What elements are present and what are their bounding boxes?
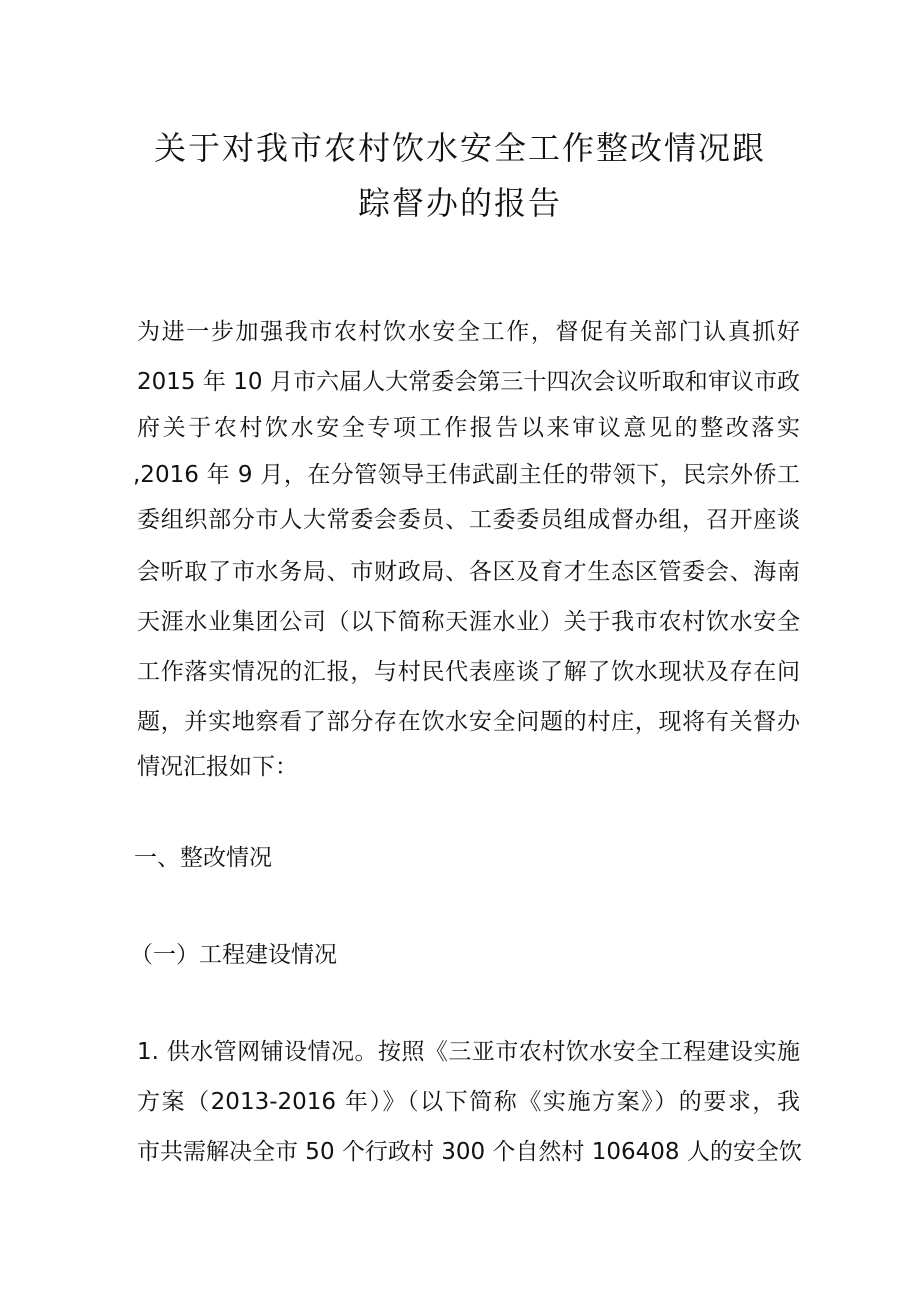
text-line: ,2016 年 9 月，在分管领导王伟武副主任的带领下，民宗外侨工 (133, 462, 800, 488)
text-line: 天涯水业集团公司（以下简称天涯水业）关于我市农村饮水安全 (137, 609, 800, 635)
title-line-1: 关于对我市农村饮水安全工作整改情况跟 (153, 129, 766, 167)
text-line: 情况汇报如下： (137, 754, 298, 780)
subsection-heading: （一）工程建设情况 (130, 942, 337, 968)
text-line: 方案（2013-2016 年）》（以下简称《实施方案》）的要求，我 (137, 1089, 800, 1115)
text-line: 题，并实地察看了部分存在饮水安全问题的村庄，现将有关督办 (137, 709, 800, 735)
text-line: 会听取了市水务局、市财政局、各区及育才生态区管委会、海南 (137, 559, 800, 585)
text-line: 为进一步加强我市农村饮水安全工作，督促有关部门认真抓好 (137, 319, 800, 345)
text-line: 1. 供水管网铺设情况。按照《三亚市农村饮水安全工程建设实施 (137, 1039, 800, 1065)
title-line-2: 踪督办的报告 (357, 184, 562, 222)
text-line: 府关于农村饮水安全专项工作报告以来审议意见的整改落实 (137, 415, 800, 441)
text-line: 市共需解决全市 50 个行政村 300 个自然村 106408 人的安全饮 (137, 1139, 802, 1165)
text-line: 2015 年 10 月市六届人大常委会第三十四次会议听取和审议市政 (137, 369, 800, 395)
text-line: 委组织部分市人大常委会委员、工委委员组成督办组，召开座谈 (137, 507, 800, 533)
text-line: 工作落实情况的汇报，与村民代表座谈了解了饮水现状及存在问 (137, 659, 800, 685)
section-heading: 一、整改情况 (134, 845, 272, 871)
